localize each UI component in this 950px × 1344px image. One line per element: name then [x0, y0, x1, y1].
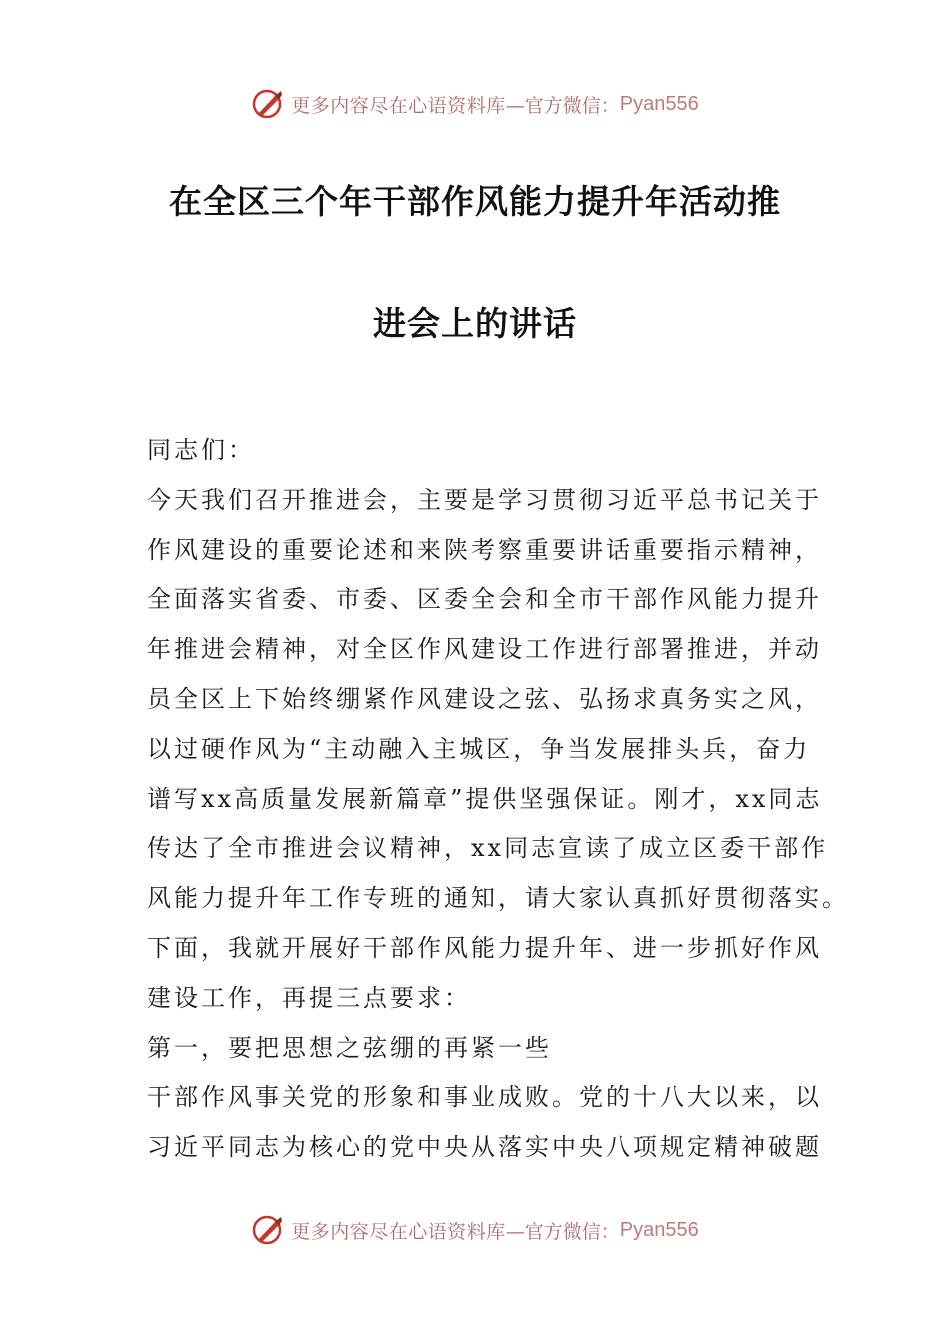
body-line: 传达了全市推进会议精神，xx同志宣读了成立区委干部作 [147, 834, 829, 863]
body-line: 作风建设的重要论述和来陕考察重要讲话重要指示精神， [147, 535, 822, 564]
document-title-line-2: 进会上的讲话 [373, 304, 577, 343]
banner-text: 更多内容尽在心语资料库 [291, 94, 506, 117]
body-line: 员全区上下始终绷紧作风建设之弦、弘扬求真务实之风， [147, 684, 822, 713]
body-line: 以过硬作风为“主动融入主城区，争当发展排头兵，奋力 [147, 734, 811, 763]
body-line: 习近平同志为核心的党中央从落实中央八项规定精神破题 [147, 1133, 822, 1162]
body-line: 全面落实省委、市委、区委全会和全市干部作风能力提升 [147, 585, 822, 614]
footer-watermark-banner [0, 1210, 950, 1250]
pen-circle-icon [251, 87, 285, 121]
body-line: 下面，我就开展好干部作风能力提升年、进一步抓好作风 [147, 933, 822, 962]
banner-wechat-id: Pyan556 [619, 92, 699, 115]
pen-circle-icon [251, 1213, 285, 1247]
body-line: 谱写xx高质量发展新篇章”提供坚强保证。刚才，xx同志 [147, 784, 823, 813]
banner-separator: —官方微信： [505, 94, 620, 117]
section-heading: 第一，要把思想之弦绷的再紧一些 [147, 1033, 552, 1062]
body-line: 年推进会精神，对全区作风建设工作进行部署推进，并动 [147, 635, 822, 664]
body-line: 今天我们召开推进会，主要是学习贯彻习近平总书记关于 [147, 485, 822, 514]
banner-wechat-id: Pyan556 [619, 1218, 699, 1241]
document-title-line-1: 在全区三个年干部作风能力提升年活动推 [169, 182, 781, 221]
body-line: 同志们： [147, 436, 255, 464]
banner-text: 更多内容尽在心语资料库 [291, 1220, 506, 1243]
body-line: 干部作风事关党的形象和事业成败。党的十八大以来，以 [147, 1083, 822, 1112]
banner-separator: —官方微信： [505, 1220, 620, 1243]
body-line: 建设工作，再提三点要求： [147, 983, 471, 1012]
header-watermark-banner [0, 84, 950, 124]
body-line: 风能力提升年工作专班的通知，请大家认真抓好贯彻落实。 [147, 884, 849, 913]
document-body [147, 430, 849, 1177]
